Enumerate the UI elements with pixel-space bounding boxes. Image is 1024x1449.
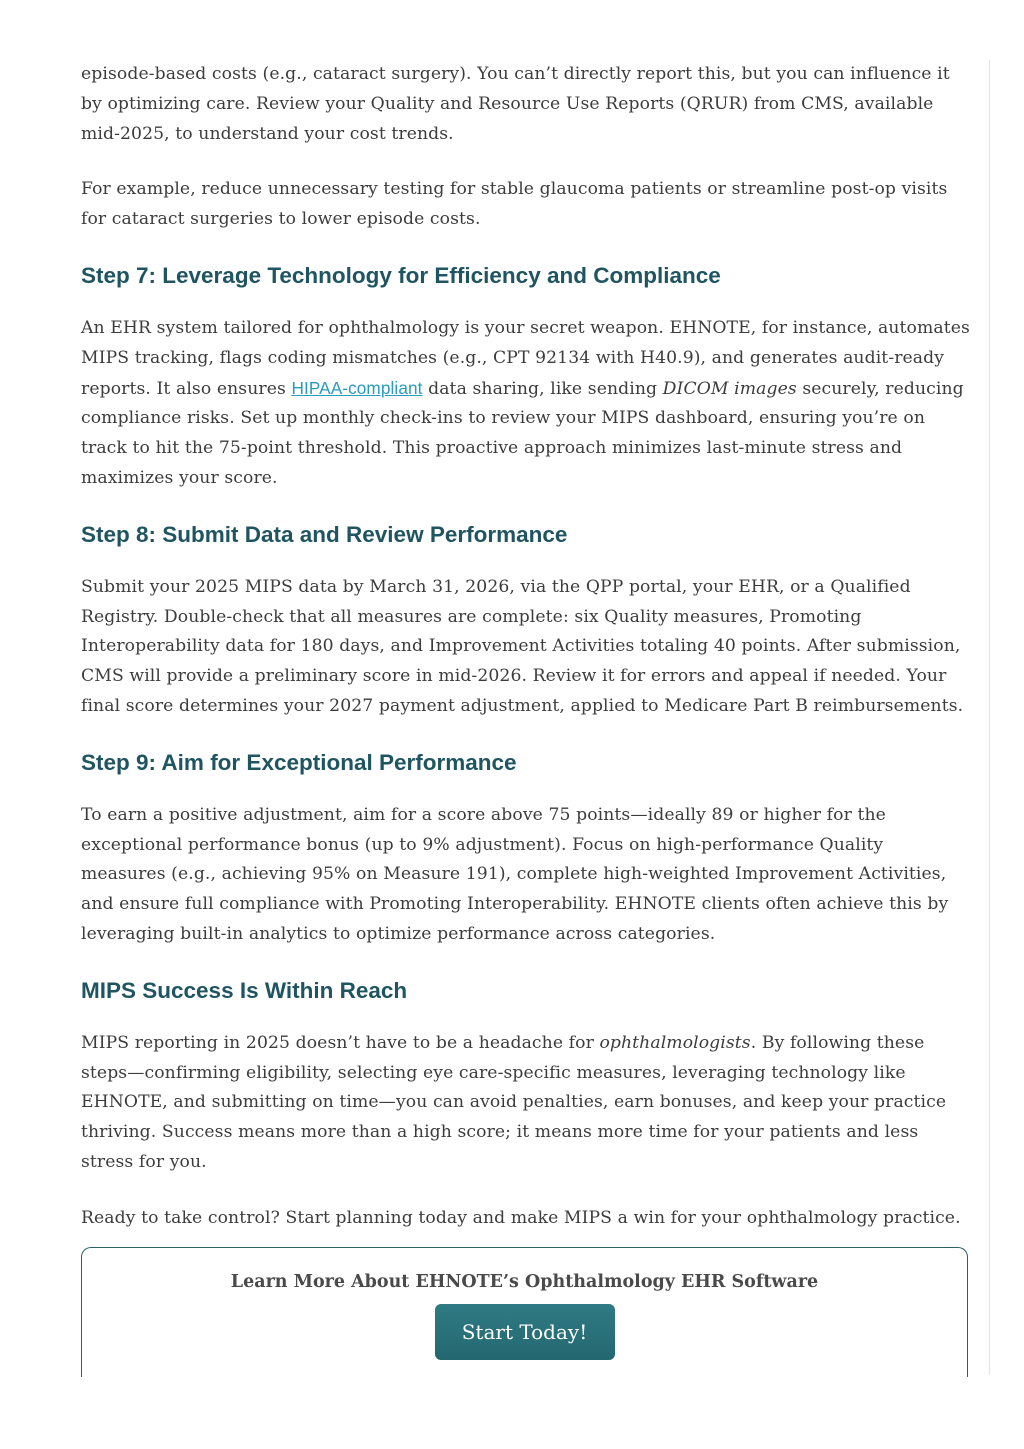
step7-heading: Step 7: Leverage Technology for Efficiency and Compliance	[81, 262, 721, 288]
cta-title: Learn More About EHNOTE’s Ophthalmology EHR Software	[230, 1272, 819, 1292]
step7-text-c: securely, reducing compliance risks. Set up monthly check-ins to review your MIPS dashboard, ensuring you’re on track to hit the 75-point threshold. This proactive approach minimizes last-minute stress and maximizes your score.	[81, 378, 964, 488]
cta-box	[81, 1247, 968, 1377]
cost-paragraph: episode-based costs (e.g., cataract surgery). You can’t directly report this, but you can influence it by optimizing care. Review your Quality and Resource Use Reports (QRUR) from CMS, available mid-2025, to understand your cost trends.	[81, 64, 950, 144]
step9-heading: Step 9: Aim for Exceptional Performance	[81, 749, 517, 775]
dicom-images-emphasis: DICOM images	[662, 378, 797, 399]
success-paragraph	[81, 1029, 973, 1178]
cost-example-paragraph: For example, reduce unnecessary testing for stable glaucoma patients or streamline post-op visits for cataract surgeries to lower episode costs.	[81, 179, 948, 230]
start-today-button[interactable]: Start Today!	[435, 1304, 615, 1360]
step7-text-b: data sharing, like sending	[422, 378, 663, 399]
hipaa-compliant-link[interactable]: HIPAA-compliant	[291, 377, 423, 398]
success-heading: MIPS Success Is Within Reach	[81, 977, 408, 1003]
ophthalmologists-emphasis: ophthalmologists	[599, 1032, 751, 1053]
closing-paragraph: Ready to take control? Start planning today and make MIPS a win for your ophthalmology practice.	[81, 1207, 961, 1228]
step8-heading: Step 8: Submit Data and Review Performance	[81, 521, 568, 547]
article-body	[81, 60, 973, 1260]
success-text-a: MIPS reporting in 2025 doesn’t have to be a headache for	[81, 1032, 600, 1053]
step9-paragraph: To earn a positive adjustment, aim for a score above 75 points—ideally 89 or higher for the exceptional performance bonus (up to 9% adjustment). Focus on high-performance Quality measures (e.g., achieving 95% on Measure 191), complete high-weighted Improvement Activities, and ensure full compliance with Promoting Interoperability. EHNOTE clients often achieve this by leveraging built-in analytics to optimize performance across categories.	[81, 804, 949, 944]
step7-paragraph	[81, 314, 973, 494]
step8-paragraph: Submit your 2025 MIPS data by March 31, 2026, via the QPP portal, your EHR, or a Qualified Registry. Double-check that all measures are complete: six Quality measures, Promoting Interoperability data for 180 days, and Improvement Activities totaling 40 points. After submission, CMS will provide a preliminary score in mid-2026. Review it for errors and appeal if needed. Your final score determines your 2027 payment adjustment, applied to Medicare Part B reimbursements.	[81, 576, 964, 716]
page-edge-divider	[989, 60, 990, 1375]
step7-text-a: An EHR system tailored for ophthalmology is your secret weapon. EHNOTE, for instance, automates MIPS tracking, flags coding mismatches (e.g., CPT 92134 with H40.9), and generates audit-ready reports. It also ensures	[81, 317, 970, 399]
success-text-b: . By following these steps—confirming eligibility, selecting eye care-specific measures, leveraging technology like EHNOTE, and submitting on time—you can avoid penalties, earn bonuses, and keep your practice thriving. Success means more than a high score; it means more time for your patients and less stress for you.	[81, 1032, 947, 1172]
